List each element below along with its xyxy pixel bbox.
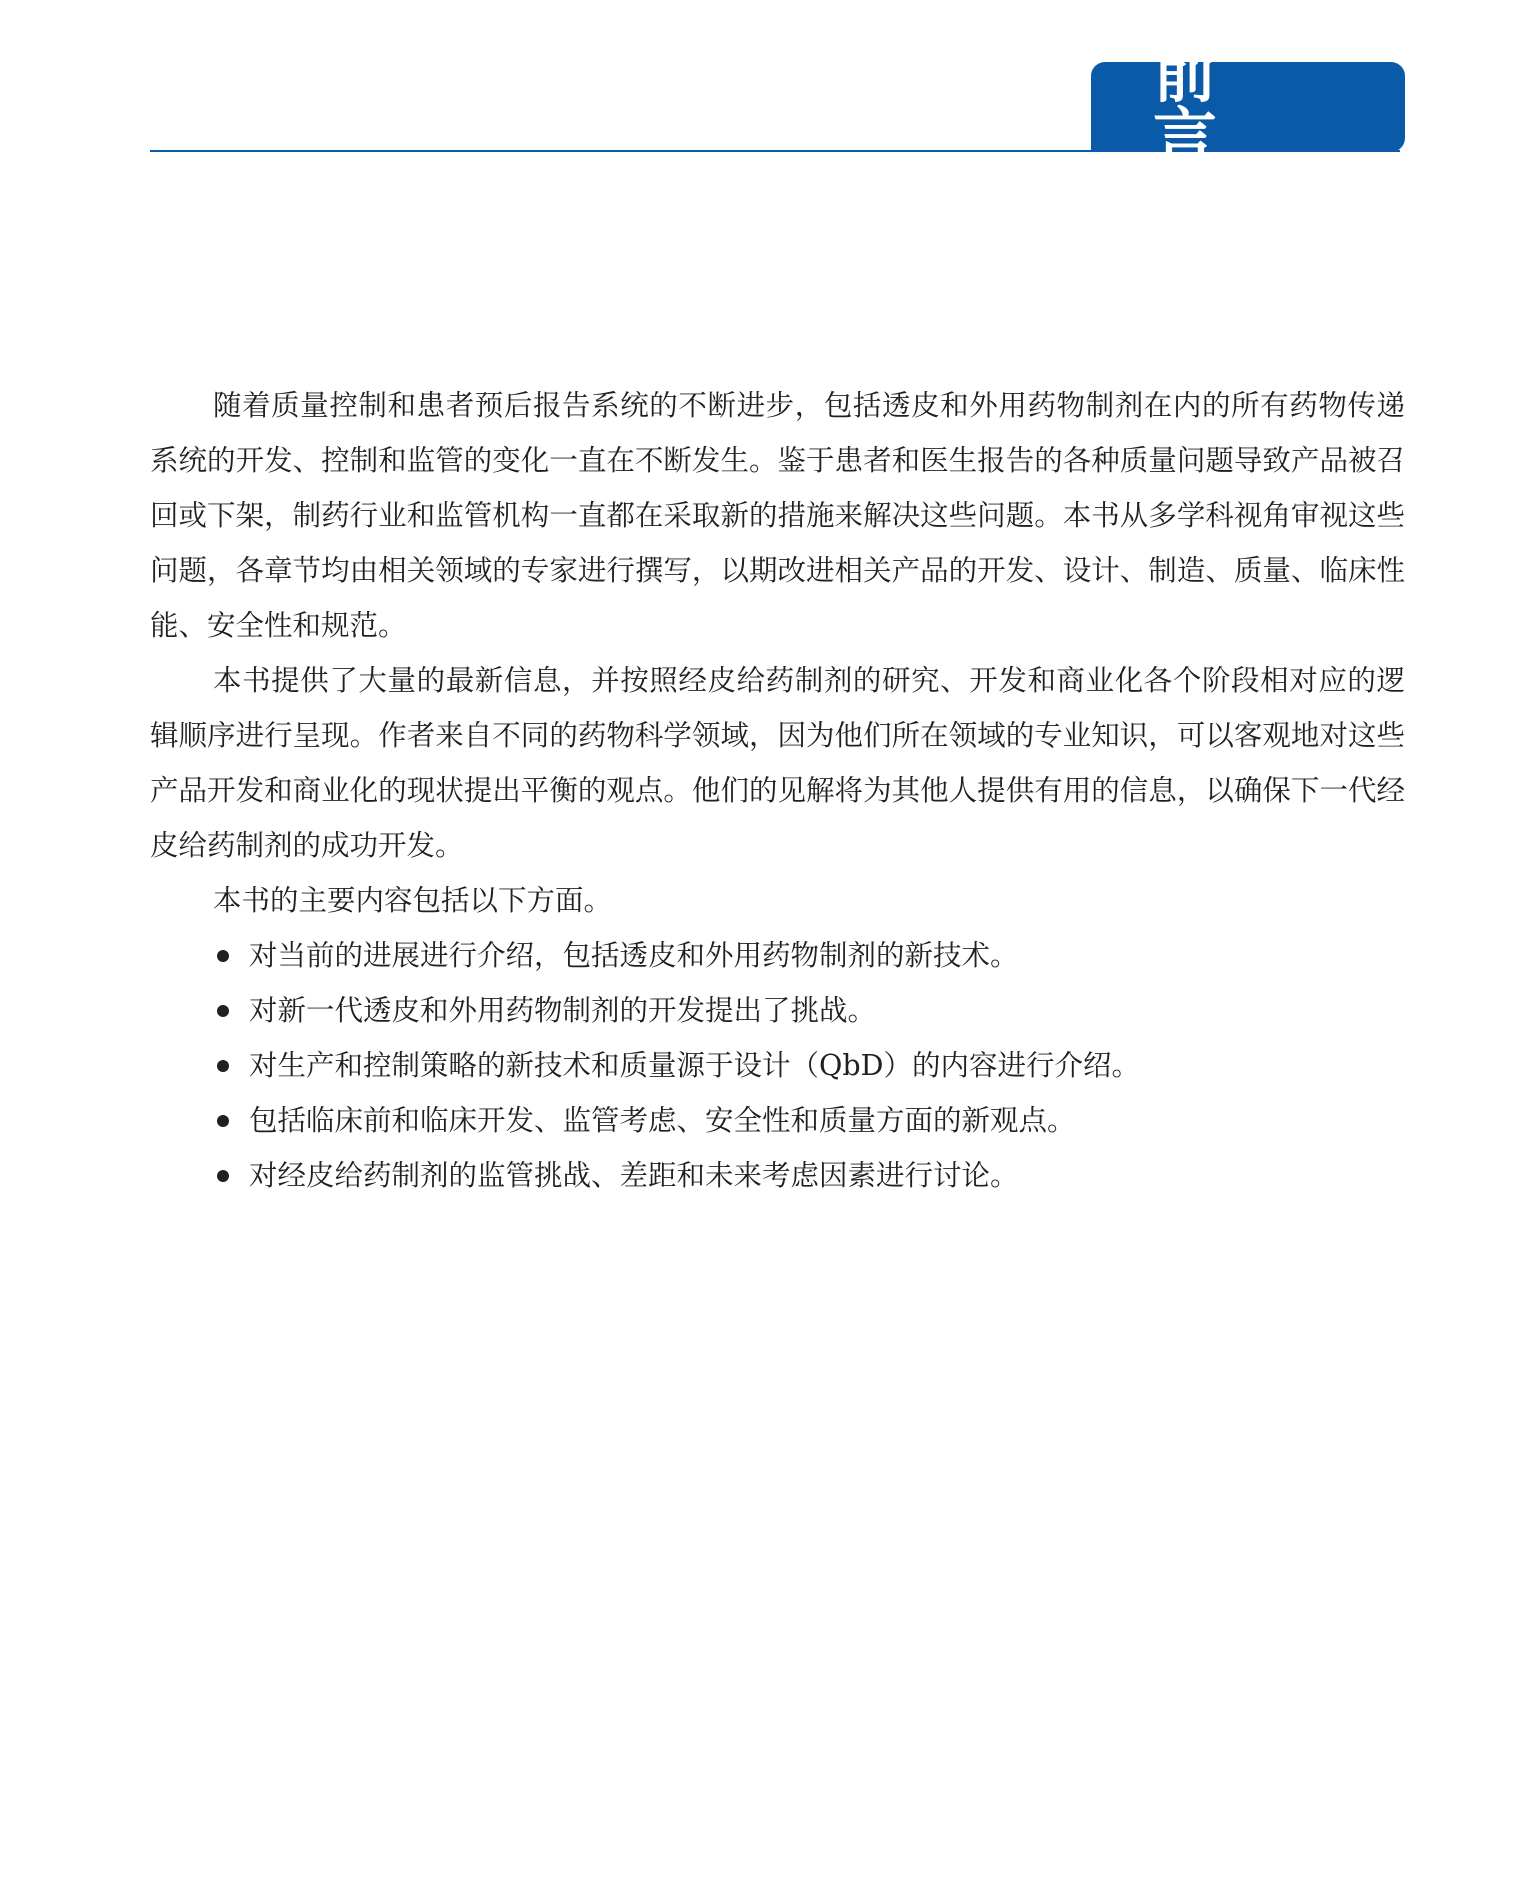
- paragraph: 本书的主要内容包括以下方面。: [213, 884, 613, 917]
- bullet-icon: [217, 1170, 229, 1182]
- paragraph: 本书提供了大量的最新信息，并按照经皮给药制剂的研究、开发和商业化各个阶段相对应的逻辑顺序进行呈现。作者来自不同的药物科学领域，因为他们所在领域的专业知识，可以客观地对这些产品开发和商业化的现状提出平衡的观点。他们的见解将为其他人提供有用的信息，以确保下一代经皮给药制剂的成功开发。: [150, 664, 1405, 862]
- list-item: [150, 1148, 1405, 1203]
- title-tab: [1091, 38, 1405, 176]
- paragraph: 随着质量控制和患者预后报告系统的不断进步，包括透皮和外用药物制剂在内的所有药物传递系统的开发、控制和监管的变化一直在不断发生。鉴于患者和医生报告的各种质量问题导致产品被召回或下架，制药行业和监管机构一直都在采取新的措施来解决这些问题。本书从多学科视角审视这些问题，各章节均由相关领域的专家进行撰写，以期改进相关产品的开发、设计、制造、质量、临床性能、安全性和规范。: [150, 389, 1405, 642]
- list-item: [150, 928, 1405, 983]
- list-item-text: 对当前的进展进行介绍，包括透皮和外用药物制剂的新技术。: [249, 939, 1019, 972]
- body-text: [150, 378, 1405, 1203]
- bullet-icon: [217, 1060, 229, 1072]
- list-item: [150, 1093, 1405, 1148]
- list-item-text: 包括临床前和临床开发、监管考虑、安全性和质量方面的新观点。: [249, 1104, 1076, 1137]
- list-item-text: 对新一代透皮和外用药物制剂的开发提出了挑战。: [249, 994, 877, 1027]
- list-item: [150, 1038, 1405, 1093]
- bullet-icon: [217, 950, 229, 962]
- bullet-icon: [217, 1115, 229, 1127]
- list-item-text: 对经皮给药制剂的监管挑战、差距和未来考虑因素进行讨论。: [249, 1159, 1019, 1192]
- bullet-list: [150, 928, 1405, 1203]
- page-title: 前 言: [1153, 38, 1279, 176]
- list-item: [150, 983, 1405, 1038]
- bullet-icon: [217, 1005, 229, 1017]
- list-item-text: 对生产和控制策略的新技术和质量源于设计（QbD）的内容进行介绍。: [249, 1049, 1140, 1082]
